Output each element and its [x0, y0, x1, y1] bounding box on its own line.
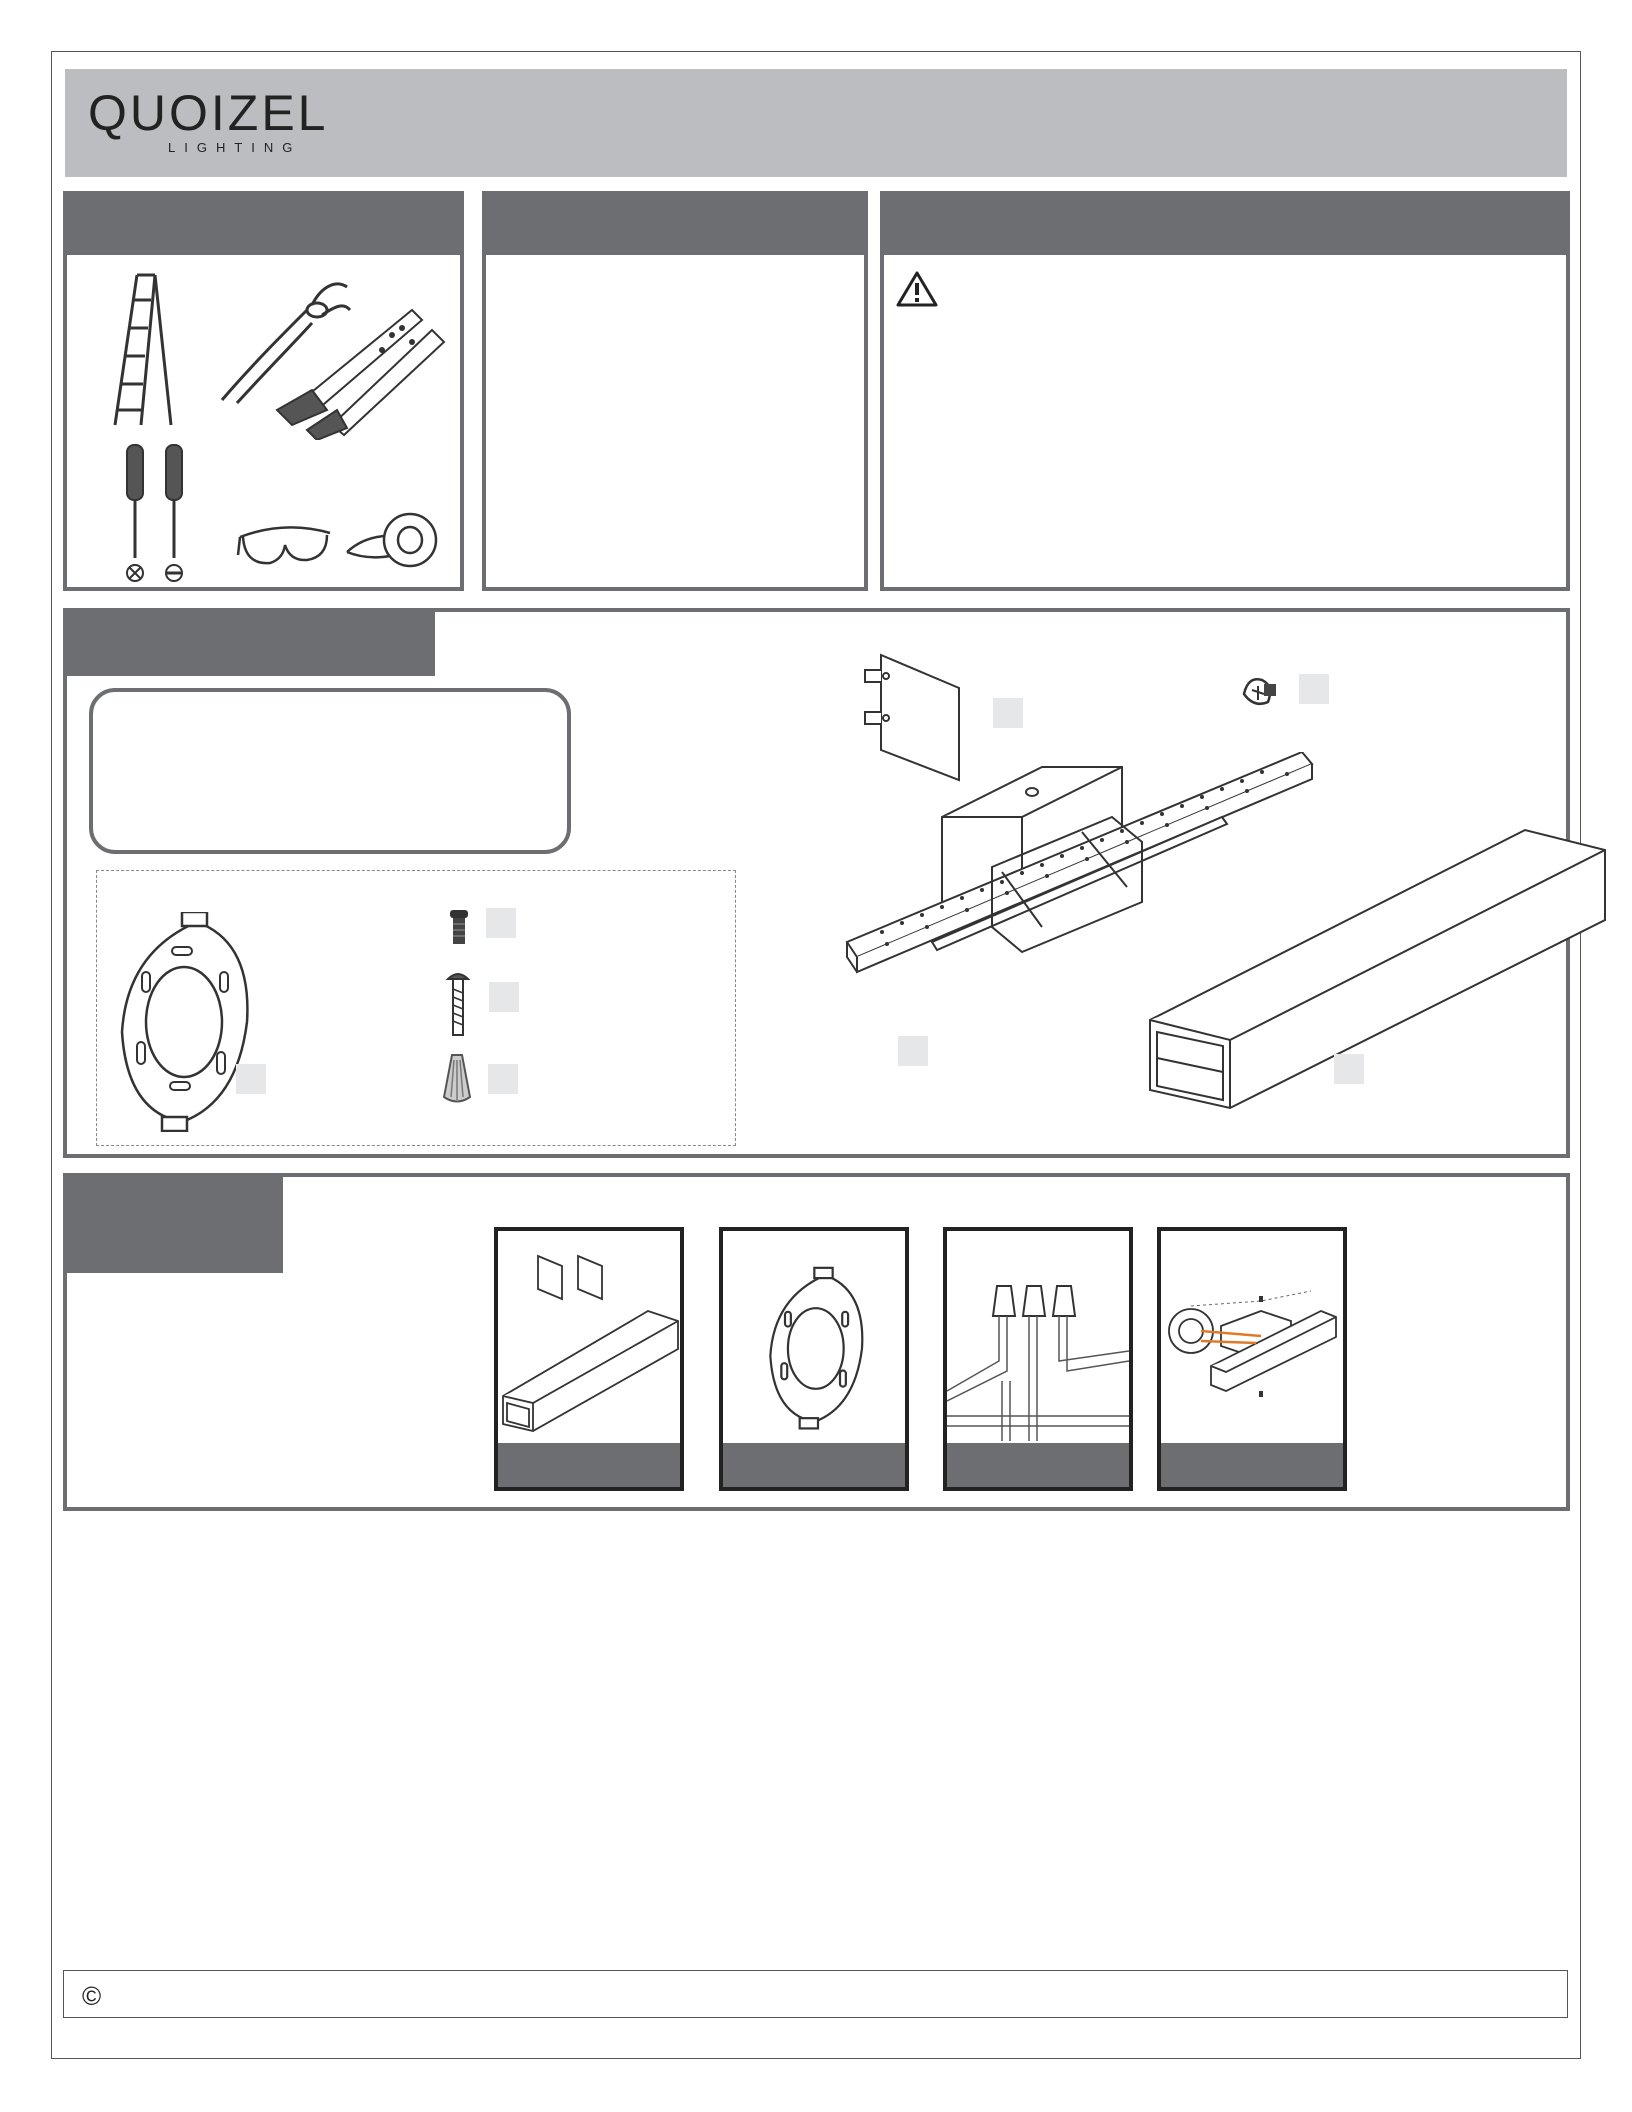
- notes-panel-header: [486, 195, 864, 255]
- tools-panel-header: [67, 195, 460, 255]
- ladder-icon: [109, 270, 199, 430]
- junction-box-assembly-icon: [1161, 1231, 1343, 1441]
- step-1-card[interactable]: [494, 1227, 684, 1491]
- warning-triangle-icon: [895, 270, 939, 308]
- bracket-plate-label-box: [993, 698, 1023, 728]
- square-tube-label-box: [1334, 1054, 1364, 1084]
- steps-section: [63, 1173, 1570, 1511]
- brand-logo: [88, 85, 378, 158]
- tools-panel: [63, 191, 464, 591]
- brand-name: QUOIZEL: [88, 85, 329, 141]
- warning-panel-header: [884, 195, 1566, 255]
- step-4-card[interactable]: [1157, 1227, 1347, 1491]
- step-2-bar: [723, 1443, 905, 1487]
- electrical-tape-icon: [342, 510, 442, 570]
- long-screw-label-box: [489, 982, 519, 1012]
- plates-and-tube-icon: [498, 1231, 680, 1441]
- mounting-strap-label-box: [898, 1036, 928, 1066]
- short-screw-icon: [444, 908, 474, 948]
- crossbar-icon: [112, 912, 262, 1132]
- step-2-card[interactable]: [719, 1227, 909, 1491]
- small-screw-label-box: [1299, 674, 1329, 704]
- phillips-screwdriver-icon: [115, 440, 155, 585]
- step-3-card[interactable]: [943, 1227, 1133, 1491]
- wire-nut-label-box: [488, 1064, 518, 1094]
- small-screw-icon: [1240, 674, 1280, 710]
- safety-glasses-icon: [235, 515, 335, 575]
- long-screw-icon: [443, 969, 473, 1039]
- wire-nuts-icon: [947, 1231, 1129, 1441]
- notes-panel: [482, 191, 868, 591]
- short-screw-label-box: [486, 908, 516, 938]
- step-4-bar: [1161, 1443, 1343, 1487]
- wire-nut-icon: [440, 1052, 474, 1106]
- warning-panel: [880, 191, 1570, 591]
- step-1-bar: [498, 1443, 680, 1487]
- flathead-screwdriver-icon: [154, 440, 194, 585]
- step-3-bar: [947, 1443, 1129, 1487]
- square-tube-icon: [1145, 820, 1615, 1110]
- hardware-section: [63, 608, 1570, 1158]
- brand-tagline: LIGHTING: [168, 140, 302, 155]
- steps-section-tab: [67, 1177, 283, 1273]
- crossbar-label-box: [236, 1064, 266, 1094]
- crossbar-icon: [763, 1266, 873, 1431]
- hardware-section-tab: [67, 612, 435, 676]
- hardware-note-box: [89, 688, 571, 854]
- wire-stripper-icon: [272, 290, 452, 440]
- copyright-symbol: ©: [82, 1981, 102, 2011]
- footer-box: [63, 1970, 1568, 2018]
